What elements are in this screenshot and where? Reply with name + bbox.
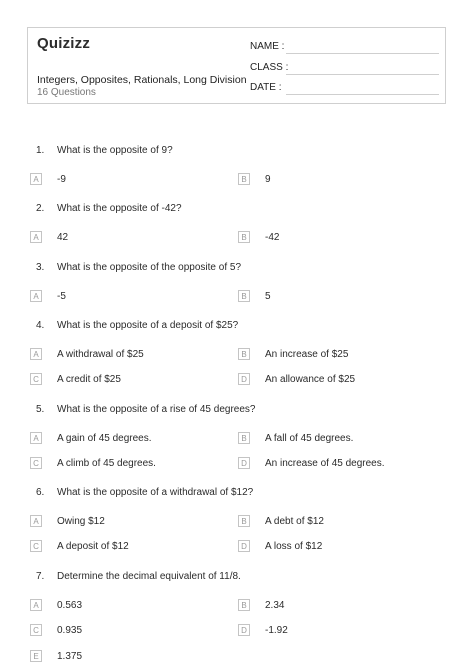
question-number: 6. — [36, 487, 45, 498]
option-letter-box[interactable]: C — [30, 373, 42, 385]
question-count: 16 Questions — [37, 87, 96, 98]
option-letter-box[interactable]: A — [30, 432, 42, 444]
option-letter-box[interactable]: D — [238, 540, 250, 552]
question-number: 5. — [36, 404, 45, 415]
option-letter-box[interactable]: A — [30, 348, 42, 360]
option-text: Owing $12 — [57, 516, 105, 527]
option-letter-box[interactable]: B — [238, 515, 250, 527]
option-text: A gain of 45 degrees. — [57, 433, 152, 444]
option-text: 1.375 — [57, 651, 83, 662]
option-text: 2.34 — [265, 600, 285, 611]
option-letter-box[interactable]: B — [238, 231, 250, 243]
option-text: 0.935 — [57, 625, 83, 636]
option-letter-box[interactable]: A — [30, 599, 42, 611]
option-text: 0.563 — [57, 600, 83, 611]
option-text: A withdrawal of $25 — [57, 349, 144, 360]
option-letter-box[interactable]: B — [238, 173, 250, 185]
option-letter-box[interactable]: A — [30, 173, 42, 185]
name-label: NAME : — [250, 41, 285, 52]
option-text: An allowance of $25 — [265, 374, 356, 385]
question-number: 1. — [36, 145, 45, 156]
option-text: An increase of 45 degrees. — [265, 458, 385, 469]
option-text: -1.92 — [265, 625, 288, 636]
date-line — [286, 94, 439, 95]
option-letter-box[interactable]: D — [238, 457, 250, 469]
quizizz-logo: Quizizz — [37, 35, 91, 52]
option-letter-box[interactable]: B — [238, 290, 250, 302]
question-number: 2. — [36, 203, 45, 214]
option-letter-box[interactable]: E — [30, 650, 42, 662]
date-label: DATE : — [250, 82, 282, 93]
option-text: -42 — [265, 232, 280, 243]
option-letter-box[interactable]: D — [238, 624, 250, 636]
option-letter-box[interactable]: D — [238, 373, 250, 385]
option-text: -5 — [57, 291, 66, 302]
question-text: Determine the decimal equivalent of 11/8. — [57, 571, 241, 582]
option-letter-box[interactable]: C — [30, 624, 42, 636]
option-letter-box[interactable]: A — [30, 515, 42, 527]
option-text: -9 — [57, 174, 66, 185]
question-text: What is the opposite of a deposit of $25? — [57, 320, 239, 331]
question-text: What is the opposite of 9? — [57, 145, 173, 156]
worksheet-title: Integers, Opposites, Rationals, Long Division — [37, 74, 247, 86]
option-letter-box[interactable]: C — [30, 457, 42, 469]
question-number: 7. — [36, 571, 45, 582]
option-text: A credit of $25 — [57, 374, 121, 385]
option-text: A fall of 45 degrees. — [265, 433, 354, 444]
class-label: CLASS : — [250, 62, 289, 73]
option-text: 9 — [265, 174, 271, 185]
option-letter-box[interactable]: B — [238, 348, 250, 360]
option-letter-box[interactable]: B — [238, 599, 250, 611]
question-number: 3. — [36, 262, 45, 273]
option-letter-box[interactable]: B — [238, 432, 250, 444]
question-text: What is the opposite of -42? — [57, 203, 182, 214]
question-text: What is the opposite of a rise of 45 degrees? — [57, 404, 256, 415]
question-text: What is the opposite of the opposite of 5? — [57, 262, 242, 273]
option-text: An increase of $25 — [265, 349, 349, 360]
worksheet-header — [27, 27, 446, 104]
option-text: A deposit of $12 — [57, 541, 129, 552]
option-letter-box[interactable]: A — [30, 290, 42, 302]
option-text: 5 — [265, 291, 271, 302]
option-text: A loss of $12 — [265, 541, 323, 552]
option-text: 42 — [57, 232, 69, 243]
question-number: 4. — [36, 320, 45, 331]
name-line — [286, 53, 439, 54]
option-letter-box[interactable]: A — [30, 231, 42, 243]
option-letter-box[interactable]: C — [30, 540, 42, 552]
class-line — [286, 74, 439, 75]
option-text: A climb of 45 degrees. — [57, 458, 156, 469]
question-text: What is the opposite of a withdrawal of $12? — [57, 487, 254, 498]
option-text: A debt of $12 — [265, 516, 324, 527]
